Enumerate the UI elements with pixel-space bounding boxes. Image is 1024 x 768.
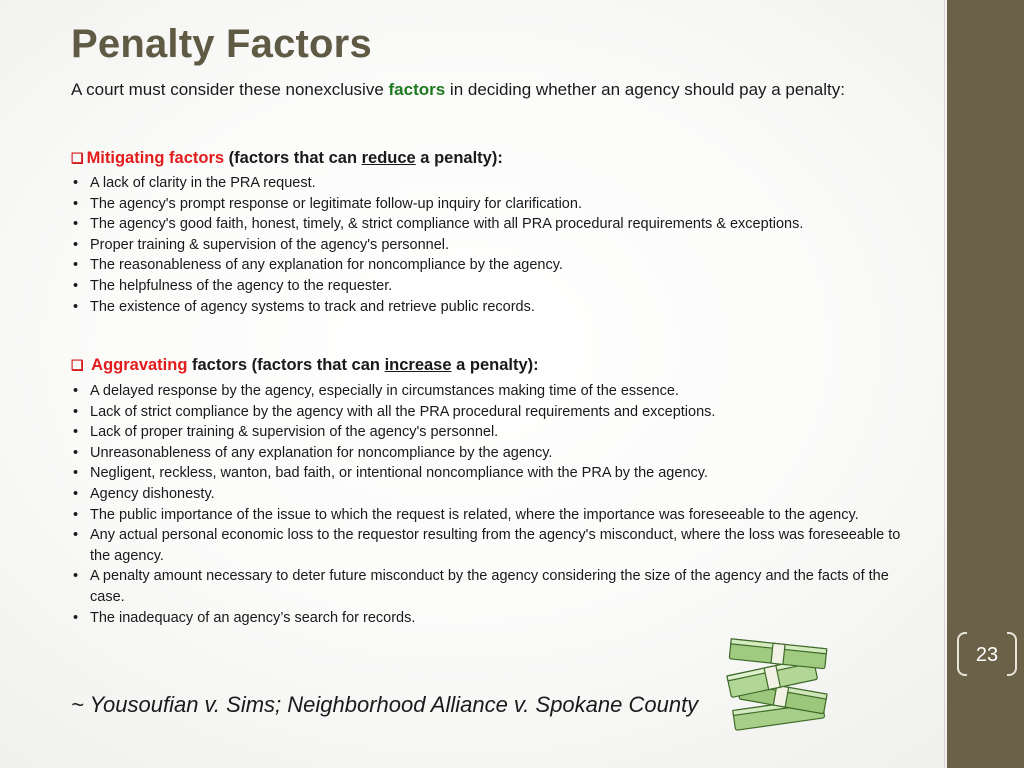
list-item: • Lack of strict compliance by the agency with all the PRA procedural requirements and exceptions.: [71, 402, 921, 423]
mitigating-end: a penalty):: [415, 149, 503, 167]
aggravating-heading: [71, 356, 539, 375]
intro-text: [71, 78, 921, 102]
mitigating-underlined: reduce: [361, 149, 416, 167]
mitigating-middle: (factors that can: [224, 149, 362, 167]
list-item: • Lack of proper training & supervision of the agency's personnel.: [71, 422, 921, 443]
page-number: 23: [975, 644, 999, 666]
intro-after: in deciding whether an agency should pay a penalty:: [445, 80, 845, 99]
aggravating-middle: factors (factors that can: [187, 356, 385, 374]
page-number-badge: [957, 632, 1017, 678]
list-item: • Proper training & supervision of the agency's personnel.: [71, 235, 921, 256]
list-item: • The agency's good faith, honest, timely, & strict compliance with all PRA procedural requirements & exceptions.: [71, 214, 921, 235]
checkbox-bullet-icon: ❑: [71, 357, 84, 373]
slide-title: Penalty Factors: [71, 22, 372, 66]
list-item: • The public importance of the issue to which the request is related, where the importance was foreseeable to the agency.: [71, 505, 921, 526]
list-item: • The helpfulness of the agency to the requester.: [71, 276, 921, 297]
list-item: • A delayed response by the agency, especially in circumstances making time of the essence.: [71, 381, 921, 402]
list-item: • Agency dishonesty.: [71, 484, 921, 505]
intro-before: A court must consider these nonexclusive: [71, 80, 389, 99]
list-item: • A penalty amount necessary to deter future misconduct by the agency considering the size of the agency and the facts of the case.: [71, 566, 921, 607]
list-item: • The existence of agency systems to track and retrieve public records.: [71, 297, 921, 318]
list-item: • The agency's prompt response or legitimate follow-up inquiry for clarification.: [71, 194, 921, 215]
list-item: • Unreasonableness of any explanation for noncompliance by the agency.: [71, 443, 921, 464]
money-stack-icon: [720, 636, 842, 736]
aggravating-list: [71, 381, 921, 628]
mitigating-highlight: Mitigating factors: [86, 149, 225, 167]
mitigating-list: [71, 173, 921, 317]
aggravating-end: a penalty):: [451, 356, 539, 374]
checkbox-bullet-icon: ❑: [71, 150, 84, 166]
aggravating-highlight: Aggravating: [91, 356, 188, 374]
aggravating-underlined: increase: [384, 356, 452, 374]
list-item: • The inadequacy of an agency’s search for records.: [71, 608, 921, 629]
mitigating-heading: [71, 149, 503, 168]
sidebar-divider: [944, 0, 945, 768]
list-item: • The reasonableness of any explanation for noncompliance by the agency.: [71, 255, 921, 276]
case-citation: ~ Yousoufian v. Sims; Neighborhood Alliance v. Spokane County: [71, 692, 699, 717]
intro-keyword: factors: [388, 80, 446, 99]
list-item: • Any actual personal economic loss to the requestor resulting from the agency's misconduct, where the loss was foreseeable to the agency.: [71, 525, 921, 566]
list-item: • A lack of clarity in the PRA request.: [71, 173, 921, 194]
list-item: • Negligent, reckless, wanton, bad faith, or intentional noncompliance with the PRA by the agency.: [71, 463, 921, 484]
